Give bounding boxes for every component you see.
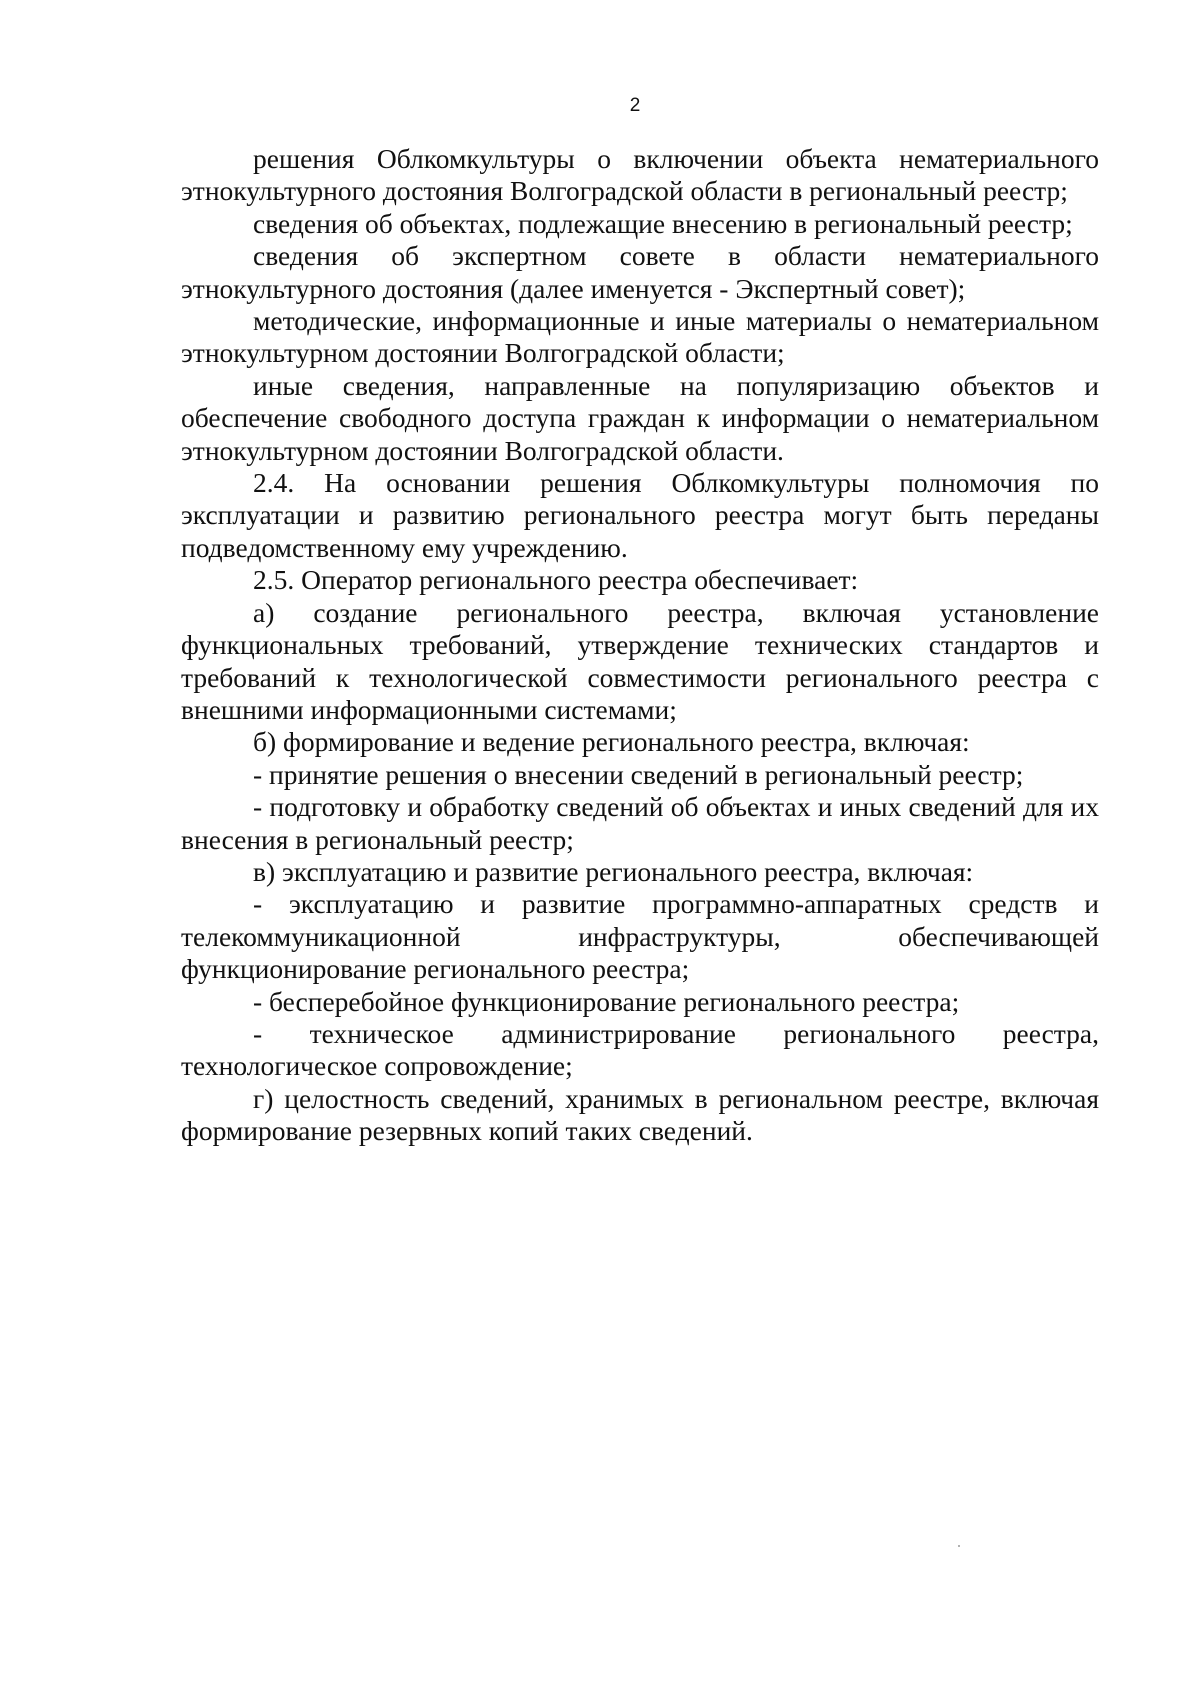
document-body <box>181 143 1099 1148</box>
sub-list-item: - эксплуатацию и развитие программно-аппаратных средств и телекоммуникационной инфраструктуры, обеспечивающей функционирование регионального реестра; <box>181 888 1099 985</box>
paragraph-2-5: 2.5. Оператор регионального реестра обеспечивает: <box>253 564 859 596</box>
paragraph: решения Облкомкультуры о включении объекта нематериального этнокультурного достояния Волгоградской области в региональный реестр; <box>181 143 1099 207</box>
sub-list-item: - подготовку и обработку сведений об объектах и иных сведений для их внесения в региональный реестр; <box>181 791 1099 855</box>
paragraph: методические, информационные и иные материалы о нематериальном этнокультурном достоянии Волгоградской области; <box>181 305 1099 369</box>
list-item-g: г) целостность сведений, хранимых в региональном реестре, включая формирование резервных копий таких сведений. <box>181 1082 1099 1147</box>
list-item-a: а) создание регионального реестра, включая установление функциональных требований, утверждение технических стандартов и требований к технологической совместимости регионального реестра с внешними информационными системами; <box>181 596 1099 725</box>
list-item-b: б) формирование и ведение регионального реестра, включая: <box>253 726 970 758</box>
sub-list-item: - техническое администрирование регионального реестра, технологическое сопровождение; <box>181 1017 1099 1082</box>
paragraph: сведения об экспертном совете в области нематериального этнокультурного достояния (далее именуется - Экспертный совет); <box>181 240 1099 304</box>
scan-speck <box>958 1545 960 1547</box>
paragraph: иные сведения, направленные на популяризацию объектов и обеспечение свободного доступа граждан к информации о нематериальном этнокультурном достоянии Волгоградской области. <box>181 369 1099 466</box>
paragraph: сведения об объектах, подлежащие внесению в региональный реестр; <box>253 207 1073 239</box>
list-item-v: в) эксплуатацию и развитие регионального реестра, включая: <box>253 855 974 887</box>
sub-list-item: - бесперебойное функционирование регионального реестра; <box>253 985 960 1017</box>
paragraph-2-4: 2.4. На основании решения Облкомкультуры полномочия по эксплуатации и развитию регионального реестра могут быть переданы подведомственному ему учреждению. <box>181 467 1099 563</box>
sub-list-item: - принятие решения о внесении сведений в региональный реестр; <box>253 758 1024 790</box>
page-number: 2 <box>629 95 641 116</box>
